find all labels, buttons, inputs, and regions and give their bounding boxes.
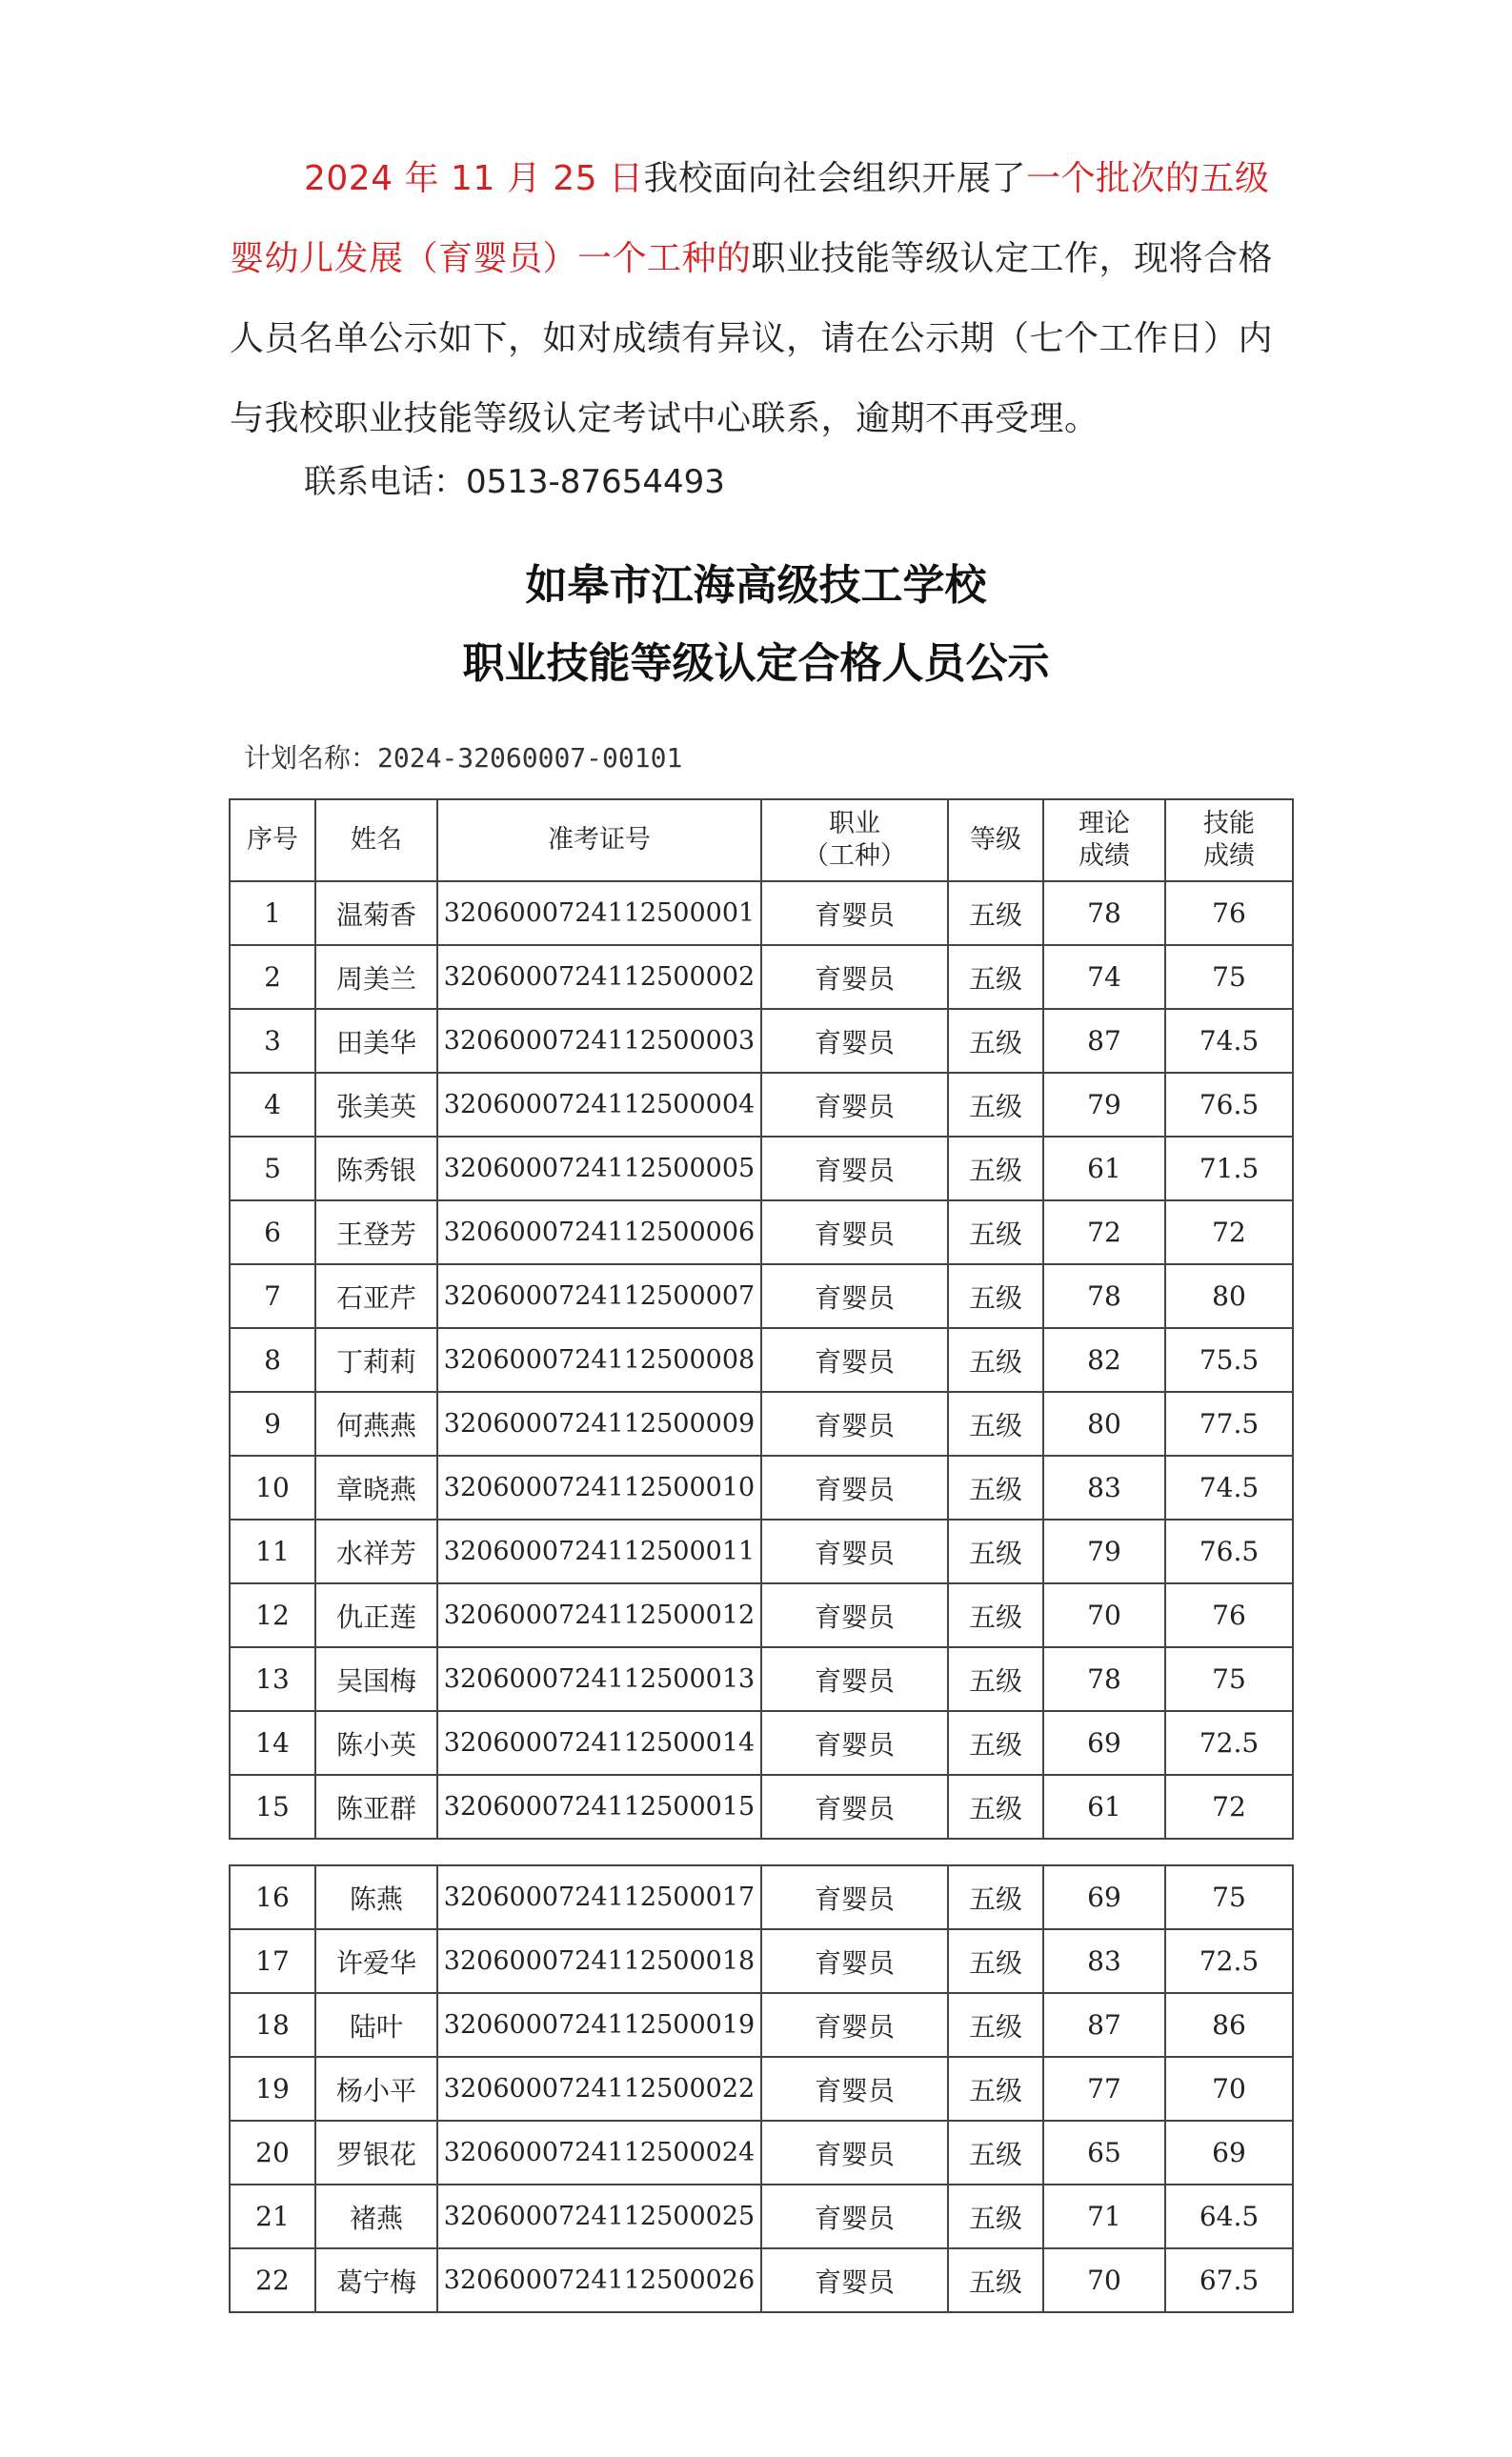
contact-phone: [304, 455, 725, 502]
cell-name: 陈燕: [315, 1865, 437, 1929]
notice-text-2: 职业技能等级认定工作，现将合格人员名单公示如下，如对成绩有异议，请在公示期（七个工作日）内与我校职业技能等级认定考试中心联系，逾期不再受理。: [230, 239, 1274, 438]
cell-cert: 3206000724112500008: [437, 1328, 761, 1392]
table-row: [230, 945, 1293, 1009]
cell-cert: 3206000724112500022: [437, 2057, 761, 2121]
cell-level: 五级: [948, 2121, 1043, 2185]
table-row: [230, 1775, 1293, 1839]
cell-cert: 3206000724112500004: [437, 1073, 761, 1137]
cell-seq: 13: [230, 1647, 315, 1711]
plan-name: [244, 737, 682, 775]
results-table: [229, 798, 1294, 1840]
cell-name: 陈小英: [315, 1711, 437, 1775]
table-row: [230, 1264, 1293, 1328]
cell-name: 何燕燕: [315, 1392, 437, 1456]
cell-skill: 75: [1165, 945, 1293, 1009]
cell-job: 育婴员: [761, 1583, 948, 1647]
cell-seq: 16: [230, 1865, 315, 1929]
header-level: 等级: [948, 799, 1043, 881]
cell-theory: 74: [1043, 945, 1165, 1009]
cell-cert: 3206000724112500018: [437, 1929, 761, 1993]
cell-job: 育婴员: [761, 1264, 948, 1328]
cell-name: 罗银花: [315, 2121, 437, 2185]
cell-name: 水祥芳: [315, 1520, 437, 1583]
cell-job: 育婴员: [761, 1328, 948, 1392]
cell-level: 五级: [948, 1137, 1043, 1200]
cell-skill: 67.5: [1165, 2248, 1293, 2312]
cell-level: 五级: [948, 1520, 1043, 1583]
header-theory: [1043, 799, 1165, 881]
cell-name: 章晓燕: [315, 1456, 437, 1520]
results-table-continued: [229, 1864, 1294, 2313]
cell-job: 育婴员: [761, 1200, 948, 1264]
header-theory-line2: 成绩: [1079, 841, 1130, 871]
cell-cert: 3206000724112500026: [437, 2248, 761, 2312]
cell-theory: 70: [1043, 1583, 1165, 1647]
header-job-line2: （工种）: [803, 841, 906, 871]
cell-skill: 76.5: [1165, 1520, 1293, 1583]
cell-skill: 72.5: [1165, 1711, 1293, 1775]
cell-job: 育婴员: [761, 2248, 948, 2312]
cell-skill: 75.5: [1165, 1328, 1293, 1392]
cell-job: 育婴员: [761, 1711, 948, 1775]
cell-cert: 3206000724112500019: [437, 1993, 761, 2057]
table-row: [230, 1865, 1293, 1929]
cell-seq: 17: [230, 1929, 315, 1993]
cell-cert: 3206000724112500011: [437, 1520, 761, 1583]
cell-skill: 76: [1165, 1583, 1293, 1647]
cell-skill: 64.5: [1165, 2185, 1293, 2248]
cell-skill: 71.5: [1165, 1137, 1293, 1200]
table-row: [230, 2185, 1293, 2248]
cell-cert: 3206000724112500006: [437, 1200, 761, 1264]
cell-job: 育婴员: [761, 2057, 948, 2121]
header-name: 姓名: [315, 799, 437, 881]
cell-level: 五级: [948, 1264, 1043, 1328]
cell-job: 育婴员: [761, 1865, 948, 1929]
cell-seq: 2: [230, 945, 315, 1009]
cell-seq: 9: [230, 1392, 315, 1456]
cell-level: 五级: [948, 1456, 1043, 1520]
cell-theory: 79: [1043, 1073, 1165, 1137]
cell-cert: 3206000724112500009: [437, 1392, 761, 1456]
cell-name: 陆叶: [315, 1993, 437, 2057]
cell-theory: 61: [1043, 1137, 1165, 1200]
notice-paragraph: [230, 139, 1291, 459]
table-row: [230, 1583, 1293, 1647]
cell-skill: 75: [1165, 1647, 1293, 1711]
cell-level: 五级: [948, 1583, 1043, 1647]
cell-seq: 10: [230, 1456, 315, 1520]
cell-theory: 79: [1043, 1520, 1165, 1583]
table-header-row: [230, 799, 1293, 881]
cell-level: 五级: [948, 1929, 1043, 1993]
cell-theory: 65: [1043, 2121, 1165, 2185]
cell-job: 育婴员: [761, 1520, 948, 1583]
table-row: [230, 1711, 1293, 1775]
cell-level: 五级: [948, 945, 1043, 1009]
plan-label: 计划名称：: [244, 742, 378, 774]
cell-skill: 86: [1165, 1993, 1293, 2057]
cell-seq: 22: [230, 2248, 315, 2312]
cell-job: 育婴员: [761, 2121, 948, 2185]
cell-job: 育婴员: [761, 1073, 948, 1137]
cell-theory: 72: [1043, 1200, 1165, 1264]
cell-seq: 19: [230, 2057, 315, 2121]
cell-level: 五级: [948, 1392, 1043, 1456]
cell-level: 五级: [948, 1009, 1043, 1073]
cell-level: 五级: [948, 1865, 1043, 1929]
cell-theory: 87: [1043, 1993, 1165, 2057]
cell-level: 五级: [948, 2185, 1043, 2248]
cell-job: 育婴员: [761, 1647, 948, 1711]
cell-theory: 80: [1043, 1392, 1165, 1456]
table-row: [230, 1647, 1293, 1711]
cell-seq: 20: [230, 2121, 315, 2185]
cell-seq: 8: [230, 1328, 315, 1392]
cell-name: 石亚芹: [315, 1264, 437, 1328]
school-title: 如皋市江海高级技工学校: [525, 561, 987, 610]
header-cert: 准考证号: [437, 799, 761, 881]
table-row: [230, 1520, 1293, 1583]
cell-name: 张美英: [315, 1073, 437, 1137]
cell-level: 五级: [948, 1647, 1043, 1711]
cell-cert: 3206000724112500014: [437, 1711, 761, 1775]
cell-job: 育婴员: [761, 1929, 948, 1993]
cell-cert: 3206000724112500017: [437, 1865, 761, 1929]
cell-cert: 3206000724112500012: [437, 1583, 761, 1647]
cell-name: 温菊香: [315, 881, 437, 945]
announcement-title: 职业技能等级认定合格人员公示: [462, 639, 1050, 688]
cell-skill: 69: [1165, 2121, 1293, 2185]
cell-theory: 82: [1043, 1328, 1165, 1392]
cell-cert: 3206000724112500003: [437, 1009, 761, 1073]
cell-seq: 14: [230, 1711, 315, 1775]
table-row: [230, 1993, 1293, 2057]
cell-cert: 3206000724112500024: [437, 2121, 761, 2185]
cell-name: 许爱华: [315, 1929, 437, 1993]
cell-skill: 80: [1165, 1264, 1293, 1328]
notice-text-1: 我校面向社会组织开展了: [643, 159, 1026, 198]
table-row: [230, 881, 1293, 945]
cell-name: 周美兰: [315, 945, 437, 1009]
cell-seq: 1: [230, 881, 315, 945]
cell-name: 杨小平: [315, 2057, 437, 2121]
cell-name: 仇正莲: [315, 1583, 437, 1647]
cell-level: 五级: [948, 1775, 1043, 1839]
cell-job: 育婴员: [761, 1009, 948, 1073]
cell-skill: 74.5: [1165, 1009, 1293, 1073]
cell-seq: 11: [230, 1520, 315, 1583]
cell-job: 育婴员: [761, 1775, 948, 1839]
cell-cert: 3206000724112500005: [437, 1137, 761, 1200]
cell-job: 育婴员: [761, 1993, 948, 2057]
cell-level: 五级: [948, 2057, 1043, 2121]
cell-cert: 3206000724112500025: [437, 2185, 761, 2248]
phone-label: 联系电话：: [304, 463, 466, 501]
cell-skill: 72: [1165, 1200, 1293, 1264]
cell-seq: 15: [230, 1775, 315, 1839]
header-job-line1: 职业: [829, 809, 880, 838]
notice-date: 2024 年 11 月 25 日: [304, 159, 644, 198]
table-row: [230, 2248, 1293, 2312]
cell-name: 丁莉莉: [315, 1328, 437, 1392]
cell-skill: 75: [1165, 1865, 1293, 1929]
table-row: [230, 1073, 1293, 1137]
cell-level: 五级: [948, 1328, 1043, 1392]
cell-name: 王登芳: [315, 1200, 437, 1264]
cell-theory: 61: [1043, 1775, 1165, 1839]
table-row: [230, 1200, 1293, 1264]
cell-theory: 78: [1043, 1647, 1165, 1711]
table-row: [230, 1929, 1293, 1993]
table-body-continued: [230, 1865, 1293, 2312]
header-skill-line1: 技能: [1203, 809, 1255, 838]
cell-cert: 3206000724112500002: [437, 945, 761, 1009]
cell-seq: 5: [230, 1137, 315, 1200]
cell-theory: 83: [1043, 1456, 1165, 1520]
cell-theory: 78: [1043, 1264, 1165, 1328]
cell-theory: 69: [1043, 1865, 1165, 1929]
phone-number: 0513-87654493: [466, 463, 725, 501]
cell-job: 育婴员: [761, 2185, 948, 2248]
table-row: [230, 2121, 1293, 2185]
header-skill-line2: 成绩: [1203, 841, 1255, 871]
header-job: [761, 799, 948, 881]
cell-skill: 72: [1165, 1775, 1293, 1839]
cell-level: 五级: [948, 1073, 1043, 1137]
cell-name: 褚燕: [315, 2185, 437, 2248]
cell-seq: 6: [230, 1200, 315, 1264]
header-theory-line1: 理论: [1079, 809, 1130, 838]
cell-theory: 87: [1043, 1009, 1165, 1073]
cell-theory: 78: [1043, 881, 1165, 945]
cell-theory: 69: [1043, 1711, 1165, 1775]
cell-cert: 3206000724112500015: [437, 1775, 761, 1839]
cell-seq: 21: [230, 2185, 315, 2248]
cell-skill: 70: [1165, 2057, 1293, 2121]
cell-cert: 3206000724112500013: [437, 1647, 761, 1711]
cell-cert: 3206000724112500010: [437, 1456, 761, 1520]
cell-skill: 77.5: [1165, 1392, 1293, 1456]
table-row: [230, 2057, 1293, 2121]
cell-level: 五级: [948, 1200, 1043, 1264]
cell-name: 吴国梅: [315, 1647, 437, 1711]
table-row: [230, 1009, 1293, 1073]
table-row: [230, 1328, 1293, 1392]
cell-name: 田美华: [315, 1009, 437, 1073]
cell-seq: 3: [230, 1009, 315, 1073]
cell-name: 陈亚群: [315, 1775, 437, 1839]
cell-level: 五级: [948, 881, 1043, 945]
cell-seq: 7: [230, 1264, 315, 1328]
cell-skill: 72.5: [1165, 1929, 1293, 1993]
cell-cert: 3206000724112500001: [437, 881, 761, 945]
cell-theory: 70: [1043, 2248, 1165, 2312]
header-skill: [1165, 799, 1293, 881]
cell-skill: 74.5: [1165, 1456, 1293, 1520]
cell-cert: 3206000724112500007: [437, 1264, 761, 1328]
cell-job: 育婴员: [761, 1137, 948, 1200]
cell-job: 育婴员: [761, 1392, 948, 1456]
cell-level: 五级: [948, 2248, 1043, 2312]
cell-skill: 76.5: [1165, 1073, 1293, 1137]
cell-theory: 71: [1043, 2185, 1165, 2248]
cell-level: 五级: [948, 1993, 1043, 2057]
notice-highlight: 一个批次的五级婴幼儿发展（育婴员）一个工种的: [230, 159, 1270, 278]
cell-name: 葛宁梅: [315, 2248, 437, 2312]
cell-seq: 12: [230, 1583, 315, 1647]
cell-job: 育婴员: [761, 881, 948, 945]
cell-theory: 77: [1043, 2057, 1165, 2121]
cell-seq: 4: [230, 1073, 315, 1137]
table-row: [230, 1456, 1293, 1520]
cell-job: 育婴员: [761, 1456, 948, 1520]
cell-theory: 83: [1043, 1929, 1165, 1993]
plan-value: 2024-32060007-00101: [377, 742, 683, 774]
cell-name: 陈秀银: [315, 1137, 437, 1200]
cell-level: 五级: [948, 1711, 1043, 1775]
header-seq: 序号: [230, 799, 315, 881]
cell-seq: 18: [230, 1993, 315, 2057]
cell-job: 育婴员: [761, 945, 948, 1009]
table-row: [230, 1137, 1293, 1200]
table-row: [230, 1392, 1293, 1456]
table-body: [230, 881, 1293, 1839]
cell-skill: 76: [1165, 881, 1293, 945]
